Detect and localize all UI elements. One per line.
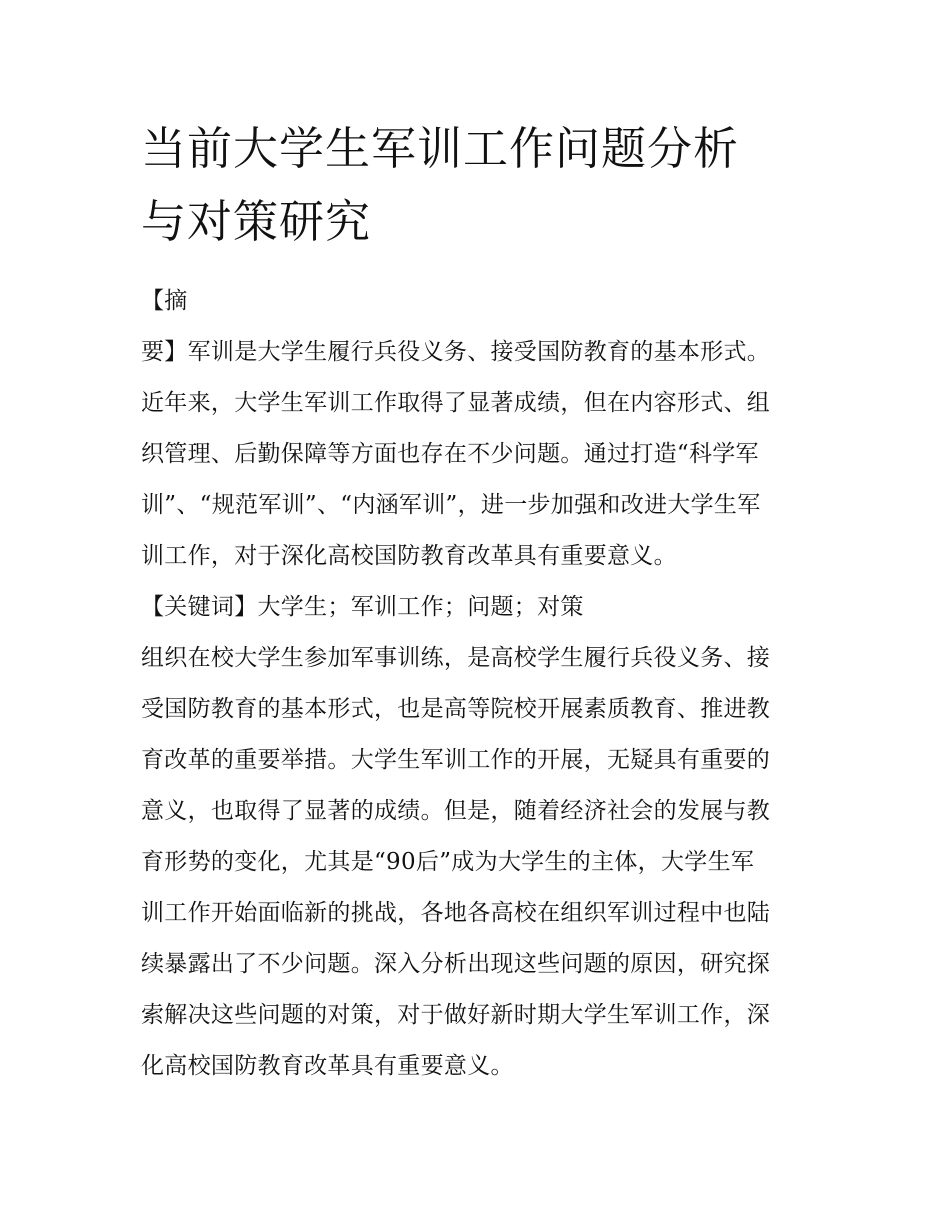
body-line: 训工作开始面临新的挑战，各地各高校在组织军训过程中也陆: [141, 900, 771, 926]
abstract-line: 训”、“规范军训”、“内涵军训”，进一步加强和改进大学生军: [141, 492, 761, 518]
body-line: 续暴露出了不少问题。深入分析出现这些问题的原因，研究探: [141, 951, 771, 977]
body-line: 组织在校大学生参加军事训练，是高校学生履行兵役义务、接: [141, 645, 771, 671]
body-line: 育改革的重要举措。大学生军训工作的开展，无疑具有重要的: [141, 747, 771, 773]
abstract-line: 织管理、后勤保障等方面也存在不少问题。通过打造“科学军: [141, 441, 759, 467]
abstract-line: 近年来，大学生军训工作取得了显著成绩，但在内容形式、组: [141, 390, 771, 416]
document-title: [141, 112, 821, 258]
body-line: 化高校国防教育改革具有重要意义。: [141, 1053, 514, 1079]
body-line: 育形势的变化，尤其是“90后”成为大学生的主体，大学生军: [141, 849, 755, 875]
title-line: 与对策研究: [141, 195, 372, 248]
abstract-line: 要】军训是大学生履行兵役义务、接受国防教育的基本形式。: [141, 339, 771, 365]
keywords-line: 【关键词】大学生；军训工作；问题；对策: [141, 594, 584, 620]
title-line: 当前大学生军训工作问题分析: [141, 122, 740, 175]
body-line: 意义，也取得了显著的成绩。但是，随着经济社会的发展与教: [141, 798, 771, 824]
body-line: 受国防教育的基本形式，也是高等院校开展素质教育、推进教: [141, 696, 771, 722]
abstract-line: 训工作，对于深化高校国防教育改革具有重要意义。: [141, 543, 677, 569]
abstract-line: 【摘: [141, 288, 188, 314]
body-line: 索解决这些问题的对策，对于做好新时期大学生军训工作，深: [141, 1002, 771, 1028]
